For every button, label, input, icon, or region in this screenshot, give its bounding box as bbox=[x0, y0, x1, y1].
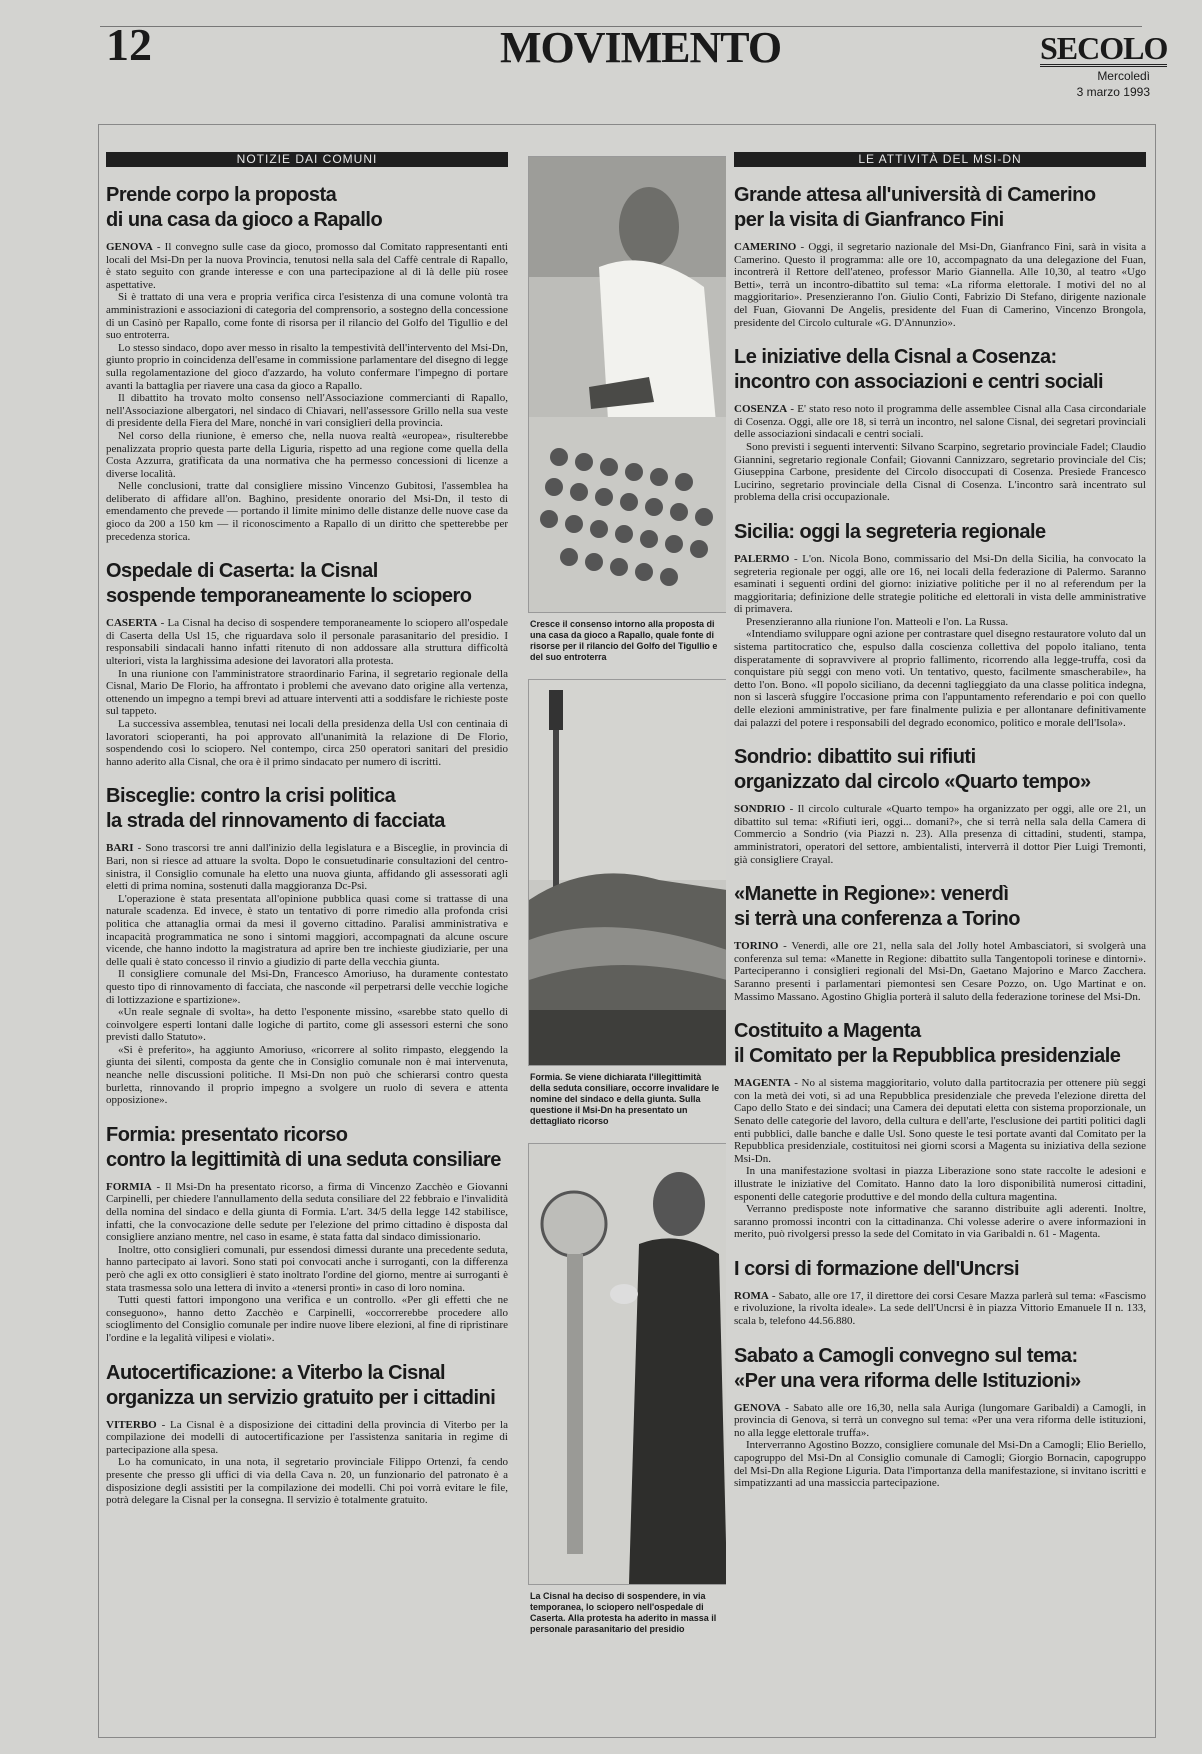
dateline: PALERMO bbox=[734, 552, 790, 565]
article-body bbox=[734, 1402, 1146, 1490]
headline-line-2: la strada del rinnovamento di facciata bbox=[106, 810, 445, 833]
dateline: FORMIA bbox=[106, 1180, 152, 1193]
article-headline bbox=[734, 1019, 1146, 1069]
paragraph-text: Il dibattito ha trovato molto consenso nell'Associazione commercianti di Rapallo, nell'Associazione albergatori, nel sindaco di Chiavari, nell'assessore Grillo nella sua veste di presidente della Fiera del Mare, nonché in vari consiglieri della provincia. bbox=[106, 392, 508, 430]
headline-line-1: Sondrio: dibattito sui rifiuti bbox=[734, 746, 976, 769]
article bbox=[106, 1361, 508, 1507]
article-paragraph bbox=[106, 1181, 508, 1244]
article-paragraph bbox=[734, 441, 1146, 504]
headline-line-2: organizza un servizio gratuito per i cittadini bbox=[106, 1386, 496, 1409]
paragraph-text: - La Cisnal ha deciso di sospendere temporaneamente lo sciopero all'ospedale di Caserta della Usl 15, che riguardava solo il personale parasanitario del presidio. I responsabili sindacali hanno infatti ritenuto di non addossare alla struttura difficoltà ulteriori, vista la larghissima adesione dei lavoratori alla protesta. bbox=[106, 617, 508, 668]
article-headline bbox=[734, 183, 1146, 233]
article bbox=[106, 784, 508, 1106]
left-section-band: NOTIZIE DAI COMUNI bbox=[106, 152, 508, 167]
headline-line-2: di una casa da gioco a Rapallo bbox=[106, 209, 383, 231]
article-paragraph bbox=[734, 616, 1146, 629]
paragraph-text: Nel corso della riunione, è emerso che, nella nuova realtà «europea», risulterebbe penalizzata proprio questa parte della Liguria, rispetto ad una regione come quella della Costa Azzurra, gratificata da una normativa che ha permesso concessioni di licenze a diverse località. bbox=[106, 429, 508, 480]
article-paragraph bbox=[106, 893, 508, 969]
article-body bbox=[734, 553, 1146, 729]
article-paragraph bbox=[106, 718, 508, 768]
article-body bbox=[734, 803, 1146, 866]
article bbox=[106, 183, 508, 543]
dateline: SONDRIO bbox=[734, 803, 786, 816]
dateline: TORINO bbox=[734, 940, 779, 953]
article-headline bbox=[734, 520, 1146, 545]
paragraph-text: - L'on. Nicola Bono, commissario del Msi-Dn della Sicilia, ha convocato la segreteria regionale per oggi, alle ore 16, nei locali della federazione di Palermo. Saranno esaminati i seguenti ordini del giorno: iniziative politiche per il no al referendum per la maggioritaria; definizione delle strategie politiche ed elettorali in vista delle amministrative di primavera. bbox=[734, 552, 1146, 616]
article-headline bbox=[734, 1344, 1146, 1394]
photo-caption-formia: Formia. Se viene dichiarata l'illegittimità della seduta consiliare, occorre invalidare le nomine del sindaco e della giunta. Sulla questione il Msi-Dn ha presentato un dettagliato ricorso bbox=[530, 1072, 720, 1126]
article-body bbox=[106, 842, 508, 1106]
article bbox=[106, 1123, 508, 1345]
dateline: ROMA bbox=[734, 1289, 769, 1302]
article-body bbox=[734, 241, 1146, 329]
paragraph-text: - Venerdì, alle ore 21, nella sala del Jolly hotel Ambasciatori, si svolgerà una conferenza sul tema: «Manette in Regione: dibattito sulla Tangentopoli torinese e dintorni». Parteciperanno i consiglieri regionali del Msi-Dn, Gaetano Majorino e Marco Zacchera. Saranno presenti i parlamentari piemontesi sen Cesare Pozzo, on. Ugo Martinat e on. Massimo Massano. Agostino Ghiglia porterà il saluto della federazione torinese del Msi-Dn. bbox=[734, 940, 1146, 1003]
masthead bbox=[1040, 30, 1168, 99]
article-paragraph bbox=[106, 241, 508, 291]
dateline: CAMERINO bbox=[734, 241, 797, 253]
dateline: COSENZA bbox=[734, 403, 788, 416]
right-section-band: LE ATTIVITÀ DEL MSI-DN bbox=[734, 152, 1146, 167]
article-paragraph bbox=[734, 1077, 1146, 1165]
article bbox=[106, 559, 508, 768]
article-body bbox=[734, 1077, 1146, 1241]
paragraph-text: «Si è preferito», ha aggiunto Amoriuso, «ricorrere al solito rimpasto, eleggendo la giunta dei silenti, composta da gente che in Consiglio comunale non è mai intervenuta, neanche nelle discussioni politiche. Il Msi-Dn non può che schierarsi contro questa burletta, rinnovando il proprio impegno a svolgere un ruolo di severa e attenta opposizione». bbox=[106, 1043, 508, 1107]
article-paragraph bbox=[106, 1294, 508, 1344]
article-body bbox=[734, 1290, 1146, 1328]
article-paragraph bbox=[106, 1244, 508, 1294]
headline-line-1: Formia: presentato ricorso bbox=[106, 1123, 348, 1146]
article-paragraph bbox=[106, 480, 508, 543]
paragraph-text: - Oggi, il segretario nazionale del Msi-Dn, Gianfranco Fini, sarà in visita a Camerino. Questo il programma: alle ore 10, accompagnato da una delegazione del Fuan, incontrerà il Rettore dell'ateneo, professor Mario Giannella. Alle 10,30, al teatro «Ugo Betti», terrà un incontro-dibattito sul tema: «La riforma elettorale. I motivi del no al maggioritario». Presenzieranno l'on. Giulio Conti, Fabrizio Di Stefano, dirigente nazionale del Fuan, Giovanni De Angelis, presidente del Fuan di Camerino, Vincenzo Brongola, presidente del Circolo culturale «G. D'Annunzio». bbox=[734, 241, 1146, 329]
dateline: BARI bbox=[106, 842, 134, 855]
headline-line-1: Ospedale di Caserta: la Cisnal bbox=[106, 560, 378, 583]
article bbox=[734, 745, 1146, 866]
headline-line-2: per la visita di Gianfranco Fini bbox=[734, 209, 1004, 231]
article-paragraph bbox=[734, 1203, 1146, 1241]
paragraph-text: La successiva assemblea, tenutasi nei locali della presidenza della Usl con centinaia di lavoratori scioperanti, ha poi approvato all'unanimità la relazione di De Florio, sospendendo così lo sciopero. Nel contempo, circa 250 operatori sanitari del presidio hanno aderito alla Cisnal, che ora è il primo sindacato per numero di iscritti. bbox=[106, 718, 508, 768]
article-body bbox=[106, 617, 508, 768]
paragraph-text: - Il Msi-Dn ha presentato ricorso, a firma di Vincenzo Zacchèo e Giovanni Carpinelli, per chiedere l'annullamento della seduta consiliare del 22 febbraio e l'invalidità della nomina del sindaco e della giunta di Formia. L'art. 34/5 della legge 142 stabilisce, infatti, che la convocazione delle sedute per l'elezione del primo cittadino è disposta dal consigliere anziano mentre, nel caso in esame, è stata fatta dal sindaco dimissionario. bbox=[106, 1180, 508, 1244]
paragraph-text: Interverranno Agostino Bozzo, consigliere comunale del Msi-Dn a Camogli; Elio Beriello, capogruppo del Msi-Dn al Consiglio comunale di Camogli; Giorgio Bornacin, capogruppo del Msi-Dn alla Regione Liguria. Data l'importanza della manifestazione, si invitano iscritti e simpatizzanti ad una massiccia partecipazione. bbox=[734, 1439, 1146, 1490]
photo-caption-casino: Cresce il consenso intorno alla proposta di una casa da gioco a Rapallo, quale fonte di risorse per il rilancio del Golfo del Tigullio e del suo entroterra bbox=[530, 619, 718, 662]
headline-line-1: Sicilia: oggi la segreteria regionale bbox=[734, 520, 1046, 543]
headline-line-1: Costituito a Magenta bbox=[734, 1020, 921, 1043]
article-paragraph bbox=[106, 430, 508, 480]
paragraph-text: In una manifestazione svoltasi in piazza Liberazione sono state raccolte le adesioni e illustrate le iniziative del Comitato. Hanno dato la loro disponibilità numerosi cittadini, esponenti delle categorie produttive e del mondo della cultura magentina. bbox=[734, 1165, 1146, 1203]
paragraph-text: L'operazione è stata presentata all'opinione pubblica quasi come si trattasse di una naturale scadenza. Ed invece, è stato un tentativo di porre rimedio alla profonda crisi politica che attanaglia ormai da mesi il governo cittadino. Paralisi amministrativa e incapacità programmatica ne sono i sintomi maggiori, accompagnati da alcune oscure vicende, che hanno indotto la magistratura ad aprire ben tre inchieste giudiziarie, per una delle quali è stato concesso il rinvio a giudizio di parte della vecchia giunta. bbox=[106, 892, 508, 968]
article-paragraph bbox=[734, 1290, 1146, 1328]
article-paragraph bbox=[734, 1439, 1146, 1489]
left-column bbox=[106, 152, 508, 1732]
article-headline bbox=[106, 784, 508, 834]
article-paragraph bbox=[734, 1402, 1146, 1440]
page-number: 12 bbox=[106, 19, 152, 70]
photo-formia bbox=[528, 679, 726, 1066]
paragraph-text: «Intendiamo sviluppare ogni azione per contrastare quel disegno restauratore voluto dal un sistema partitocratico che, espulso dalla coscienza collettiva del popolo italiano, tenta disperatamente di sopravvivere al proprio fallimento, ricorrendo alla legge-truffa, così da conquistare più seggi con meno voti. Un tentativo, questo, facilmente smascherabile», ha detto l'on. Bono. «Il popolo siciliano, da decenni taglieggiato da una classe politica indegna, non si lascerà sfuggire l'occasione prima con l'appuntamento referendario e poi con quello delle elezioni amministrative, per fare finalmente pulizia e per allontanare definitivamente dai palazzi del potere i responsabili del degrado economico, politico e morale dell'Isola». bbox=[734, 628, 1146, 729]
article-paragraph bbox=[106, 1419, 508, 1457]
article-paragraph bbox=[106, 842, 508, 892]
article-headline bbox=[106, 559, 508, 609]
headline-line-2: il Comitato per la Repubblica presidenziale bbox=[734, 1045, 1121, 1068]
paragraph-text: «Un reale segnale di svolta», ha detto l'esponente missino, «sarebbe stato quello di coinvolgere esperti lontani dalle logiche di partito, come gli assessori esterni che sono previsti dallo Statuto». bbox=[106, 1006, 508, 1044]
headline-line-1: Grande attesa all'università di Camerino bbox=[734, 184, 1096, 206]
headline-line-1: Le iniziative della Cisnal a Cosenza: bbox=[734, 346, 1057, 369]
headline-line-1: I corsi di formazione dell'Uncrsi bbox=[734, 1257, 1019, 1280]
article-paragraph bbox=[106, 291, 508, 341]
article-body bbox=[734, 403, 1146, 504]
article bbox=[734, 882, 1146, 1003]
article bbox=[734, 183, 1146, 329]
paragraph-text: - E' stato reso noto il programma delle assemblee Cisnal alla Casa circondariale di Cosenza. Oggi, alle ore 18, si terrà un incontro, nel salone Cisnal, dei segretari provinciali delle associazioni sindacali e centri sociali. bbox=[734, 403, 1146, 441]
article bbox=[734, 1344, 1146, 1490]
headline-line-1: Autocertificazione: a Viterbo la Cisnal bbox=[106, 1361, 446, 1384]
dateline: MAGENTA bbox=[734, 1077, 791, 1090]
article-paragraph bbox=[734, 553, 1146, 616]
paragraph-text: - Sono trascorsi tre anni dall'inizio della legislatura e a Bisceglie, in provincia di Bari, non si riesce ad attuare la svolta. Dopo le consuetudinarie consultazioni del centro-sinistra, il Consiglio comunale ha eletto una nuova giunta, affidando gli assessorati agli eletti di prima nomina, sostenuti dalla maggioranza Dc-Psi. bbox=[106, 842, 508, 893]
masthead-logo: SECOLO bbox=[1040, 30, 1168, 66]
article-headline bbox=[106, 1361, 508, 1411]
article-paragraph bbox=[106, 342, 508, 392]
headline-line-2: incontro con associazioni e centri sociali bbox=[734, 371, 1104, 394]
dateline: CASERTA bbox=[106, 617, 158, 630]
article bbox=[734, 1019, 1146, 1241]
headline-line-1: Prende corpo la proposta bbox=[106, 184, 337, 206]
article-paragraph bbox=[106, 668, 508, 718]
left-articles bbox=[106, 183, 508, 1507]
issue-date: 3 marzo 1993 bbox=[1076, 85, 1150, 99]
photo-column bbox=[528, 156, 726, 1716]
article-paragraph bbox=[734, 628, 1146, 729]
paragraph-text: Presenzieranno alla riunione l'on. Matteoli e l'on. La Russa. bbox=[746, 615, 1009, 628]
right-articles bbox=[734, 183, 1146, 1490]
paragraph-text: - Sabato, alle ore 17, il direttore dei corsi Cesare Mazza parlerà sul tema: «Fascismo e rivoluzione, la rivolta ideale». La sede dell'Uncrsi è in piazza Vittorio Emanuele II n. 133, scala b, telefono 44.56.880. bbox=[734, 1289, 1146, 1328]
article-body bbox=[106, 1419, 508, 1507]
article-body bbox=[106, 1181, 508, 1345]
right-column bbox=[734, 152, 1146, 1732]
paragraph-text: - Il convegno sulle case da gioco, promosso dal Comitato rappresentanti enti locali del Msi-Dn per la nuova Provincia, tenutosi nella sala del Caffè centrale di Rapallo, è stato seguito con grande interesse e con una partecipazione al di là delle più rosee aspettative. bbox=[106, 241, 508, 291]
paragraph-text: Inoltre, otto consiglieri comunali, pur essendosi dimessi durante una precedente seduta, hanno partecipato ai lavori. Sono stati poi convocati anche i surroganti, con la differenza però che agli ex otto consiglieri è stato inoltrato l'ordine del giorno, mentre ai surroganti è stata trasmessa solo una lettera di invito a «tenersi pronti» in caso di loro nomina. bbox=[106, 1243, 508, 1294]
article-paragraph bbox=[734, 803, 1146, 866]
headline-line-2: sospende temporaneamente lo sciopero bbox=[106, 585, 472, 608]
paragraph-text: - No al sistema maggioritario, voluto dalla partitocrazia per ottenere più seggi con la metà dei voti, sì ad una Repubblica presidenziale che preveda l'elezione diretta del Capo dello Stato e dei sindaci; una Camera dei deputati eletta con sistema proporzionale, un Senato delle categorie del lavoro, della cultura e dell'arte, l'esclusione dei partiti politici dagli enti pubblici, dalle banche e dalle Usl. Sono queste le tesi portate avanti dal Comitato per la Repubblica presidenziale, costituitosi nei giorni scorsi a Magenta su iniziativa della sezione Msi-Dn. bbox=[734, 1077, 1146, 1165]
paragraph-text: - Il circolo culturale «Quarto tempo» ha organizzato per oggi, alle ore 21, un dibattito sul tema: «Rifiuti ieri, oggi... domani?», che si terrà nella sala della Camera di Commercio a Sondrio (via Piazzi n. 23). Alla presenza di cittadini, studenti, stampa, amministratori, operatori del settore, ambientalisti, interverrà il dottor Pier Luigi Tremonti, già consigliere Crayal. bbox=[734, 803, 1146, 866]
article bbox=[734, 1257, 1146, 1328]
paragraph-text: Si è trattato di una vera e propria verifica circa l'esistenza di una comune volontà tra amministrazioni e associazioni di categoria del comprensorio, a sostegno della concessione di un Casinò per Rapallo, come fonte di risorsa per il rilancio del Golfo del Tigullio e del suo entroterra. bbox=[106, 291, 508, 342]
headline-line-1: Sabato a Camogli convegno sul tema: bbox=[734, 1344, 1078, 1367]
section-title: MOVIMENTO bbox=[500, 23, 782, 72]
article-headline bbox=[734, 1257, 1146, 1282]
article-paragraph bbox=[734, 1165, 1146, 1203]
headline-line-1: «Manette in Regione»: venerdì bbox=[734, 883, 1009, 906]
photo-caserta-image bbox=[529, 1144, 726, 1584]
paragraph-text: - La Cisnal è a disposizione dei cittadini della provincia di Viterbo per la compilazione dei modelli di autocertificazione per l'assistenza sanitaria in regime di partecipazione alla spesa. bbox=[106, 1418, 508, 1456]
paragraph-text: Tutti questi fattori impongono una verifica e un controllo. «Per gli effetti che ne conseguono», hanno detto Zacchèo e Carpinelli, «occorrerebbe procedere allo scioglimento del Consiglio comunale per indire nuove libere elezioni, al fine di ripristinare l'ordine e la legalità vilipesi e violati». bbox=[106, 1294, 508, 1344]
headline-line-2: si terrà una conferenza a Torino bbox=[734, 908, 1020, 931]
article-paragraph bbox=[106, 617, 508, 667]
dateline: GENOVA bbox=[734, 1401, 781, 1414]
issue-day: Mercoledì bbox=[1097, 69, 1150, 83]
paragraph-text: Lo stesso sindaco, dopo aver messo in risalto la tempestività dell'intervento del Msi-Dn, giunto proprio in coincidenza dell'esame in commissione parlamentare del disegno di legge sulla regolamentazione del gioco d'azzardo, ha voluto confermare l'impegno di portare avanti la battaglia per riavere una casa da gioco a Rapallo. bbox=[106, 341, 508, 392]
article-paragraph bbox=[106, 968, 508, 1006]
paragraph-text: Il consigliere comunale del Msi-Dn, Francesco Amoriuso, ha duramente contestato questo tipo di rinnovamento di facciata, che nasconde «il perpetrarsi delle vecchie logiche di lottizzazione e spartizione». bbox=[106, 968, 508, 1006]
paragraph-text: Nelle conclusioni, tratte dal consigliere missino Vincenzo Gubitosi, l'assemblea ha deliberato di affidare all'on. Baghino, presidente onorario del Msi-Dn, il testo di emendamento che prevede — portando il limite minimo delle distanze delle nuove case da gioco da 200 a 150 km — il riconoscimento a Rapallo di un diritto che spetterebbe per precedenza storica. bbox=[106, 480, 508, 543]
paragraph-text: - Sabato alle ore 16,30, nella sala Auriga (lungomare Garibaldi) a Camogli, in provincia di Genova, si terrà un convegno sul tema: «Per una vera riforma delle istituzioni, no alla legge elettorale truffa». bbox=[734, 1401, 1146, 1439]
article-headline bbox=[734, 345, 1146, 395]
paragraph-text: In una riunione con l'amministratore straordinario Farina, il segretario regionale della Cisnal, Mario De Florio, ha affrontato i problemi che avevano dato origine alla vertenza, ottenendo un impegno a tempi brevi ad attuare interventi atti a soddisfare le richieste poste sul tappeto. bbox=[106, 667, 508, 718]
article-paragraph bbox=[734, 940, 1146, 1003]
article bbox=[734, 345, 1146, 504]
headline-line-2: organizzato dal circolo «Quarto tempo» bbox=[734, 771, 1091, 794]
paragraph-text: Lo ha comunicato, in una nota, il segretario provinciale Filippo Ortenzi, fa cendo presente che presso gli uffici di via della Cava n. 20, un funzionario del patronato è a disposizione degli assistiti per la compilazione dei modelli. Chi poi vorrà evitare le file, potrà delegare la Cisnal per la consegna. Il servizio è totalmente gratuito. bbox=[106, 1456, 508, 1507]
headline-line-1: Bisceglie: contro la crisi politica bbox=[106, 785, 396, 808]
article-paragraph bbox=[106, 1044, 508, 1107]
dateline: VITERBO bbox=[106, 1418, 157, 1431]
article-paragraph bbox=[106, 1456, 508, 1506]
article-headline bbox=[734, 882, 1146, 932]
article bbox=[734, 520, 1146, 729]
headline-line-2: contro la legittimità di una seduta consiliare bbox=[106, 1148, 501, 1171]
photo-formia-image bbox=[529, 680, 726, 1065]
photo-casino bbox=[528, 156, 726, 613]
photo-caption-caserta: La Cisnal ha deciso di sospendere, in via temporanea, lo sciopero nell'ospedale di Caserta. Alla protesta ha aderito in massa il personale parasanitario del presidio bbox=[530, 1591, 717, 1634]
article-body bbox=[734, 940, 1146, 1003]
photo-caserta bbox=[528, 1143, 726, 1585]
paragraph-text: Sono previsti i seguenti interventi: Silvano Scarpino, segretario provinciale Fadel; Claudio Giannini, segretario regionale Confail; Giovanni Cannizzaro, segretario provinciale del Cis; Giuseppina Carbone, presidente del Circolo disoccupati di Cosenza. Presiede Francesco Lucirino, segretario provinciale della Cisnal di Cosenza. L'incontro sarà incentrato sul problema della crisi occupazionale. bbox=[734, 440, 1146, 504]
article-headline bbox=[734, 745, 1146, 795]
article-headline bbox=[106, 1123, 508, 1173]
dateline: GENOVA bbox=[106, 241, 153, 253]
article-headline bbox=[106, 183, 508, 233]
article-paragraph bbox=[734, 241, 1146, 329]
article-paragraph bbox=[106, 392, 508, 430]
article-paragraph bbox=[734, 403, 1146, 441]
article-body bbox=[106, 241, 508, 543]
photo-casino-image bbox=[529, 157, 726, 612]
article-paragraph bbox=[106, 1006, 508, 1044]
headline-line-2: «Per una vera riforma delle Istituzioni» bbox=[734, 1369, 1081, 1392]
paragraph-text: Verranno predisposte note informative che saranno distribuite agli aderenti. Inoltre, saranno promossi incontri con la cittadinanza. Chi volesse aderire o avere informazioni in merito, può rivolgersi presso la sede del Comitato in via Garibaldi n. 61 - Magenta. bbox=[734, 1203, 1146, 1241]
